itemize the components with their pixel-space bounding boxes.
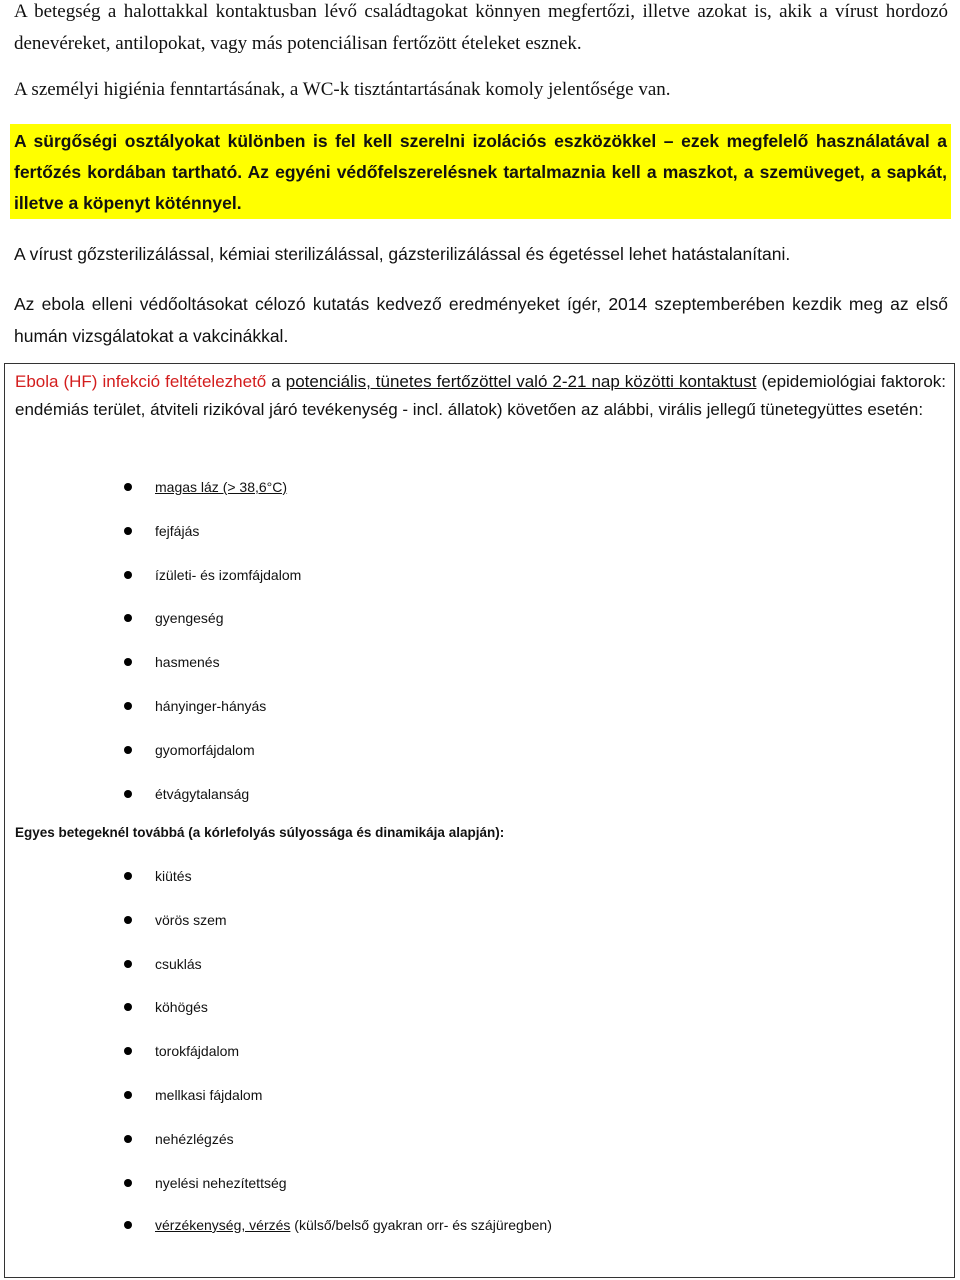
- bullet-icon: [124, 658, 132, 666]
- list-item-label: köhögés: [155, 999, 208, 1016]
- list-item-label: fejfájás: [155, 522, 200, 539]
- paragraph-sterilization: A vírust gőzsterilizálással, kémiai sterilizálással, gázsterilizálással és égetéssel lehet hatástalanítani.: [14, 244, 791, 264]
- list-item-label: gyengeség: [155, 610, 224, 627]
- paragraph-vaccine: Az ebola elleni védőoltásokat célozó kutatás kedvező eredményeket ígér, 2014 szeptemberében kezdik meg az első humán vizsgálatokat a vakcinákkal.: [14, 294, 948, 346]
- list-item: [155, 608, 224, 628]
- list-item: [155, 477, 287, 497]
- list-item-label: magas láz (> 38,6°C): [155, 479, 288, 495]
- list-item: [155, 696, 266, 716]
- list-item-label: mellkasi fájdalom: [155, 1087, 263, 1103]
- case-definition-contact: potenciális, tünetes fertőzöttel való 2-21 nap közötti kontaktust: [285, 372, 757, 391]
- bullet-icon: [124, 614, 132, 622]
- list-item: [155, 866, 192, 886]
- bullet-icon: [124, 872, 132, 880]
- bleeding-label: vérzékenység, vérzés: [155, 1217, 291, 1233]
- list-item-label: étvágytalanság: [155, 785, 250, 802]
- list-item: [155, 997, 208, 1017]
- bullet-icon: [124, 1179, 132, 1187]
- list-item-label: csuklás: [155, 955, 202, 972]
- bullet-icon: [124, 527, 132, 535]
- bullet-icon: [124, 1003, 132, 1011]
- case-definition-a: a: [271, 372, 281, 391]
- bleeding-detail: (külső/belső gyakran orr- és szájüregben): [290, 1217, 552, 1233]
- bullet-icon: [124, 790, 132, 798]
- bullet-icon: [124, 1221, 132, 1229]
- bullet-icon: [124, 483, 132, 491]
- case-definition-text: [15, 368, 946, 424]
- list-item: [155, 954, 202, 974]
- bullet-icon: [124, 746, 132, 754]
- case-definition-box: [4, 363, 955, 1278]
- list-item-label: gyomorfájdalom: [155, 741, 255, 758]
- paragraph-hygiene: A személyi higiénia fenntartásának, a WC-k tisztántartásának komoly jelentősége van.: [14, 79, 671, 100]
- list-item: [155, 1129, 234, 1149]
- bullet-icon: [124, 916, 132, 924]
- bullet-icon: [124, 1135, 132, 1143]
- list-item-bleeding: [155, 1215, 552, 1235]
- paragraph-transmission: A betegség a halottakkal kontaktusban lévő családtagokat könnyen megfertőzi, illetve azokat is, akik a vírust hordozó denevéreket, antilopokat, vagy más potenciálisan fertőzött ételeket esznek.: [14, 1, 948, 54]
- list-item: [155, 652, 220, 672]
- list-item-label: kiütés: [155, 868, 192, 884]
- list-item-label: torokfájdalom: [155, 1043, 240, 1060]
- list-item-label: vörös szem: [155, 911, 227, 928]
- list-item: [155, 1085, 262, 1105]
- bullet-icon: [124, 1091, 132, 1099]
- list-item: [155, 784, 249, 804]
- list-item: [155, 565, 301, 585]
- case-definition-rest: (epidemiológiai faktorok: endémiás terület, átviteli rizikóval járó tevékenység - incl. állatok) követően az alábbi, virális jellegű tünetegyüttes esetén:: [15, 372, 946, 419]
- highlighted-paragraph-isolation: A sürgőségi osztályokat különben is fel kell szerelni izolációs eszközökkel – ezek megfelelő használatával a fertőzés kordában tartható. Az egyéni védőfelszerelésnek tartalmaznia kell a maszkot, a szemüveget, a sapkát, illetve a köpenyt köténnyel.: [10, 124, 951, 219]
- bullet-icon: [124, 702, 132, 710]
- bullet-icon: [124, 571, 132, 579]
- list-item: [155, 740, 255, 760]
- case-definition-title: Ebola (HF) infekció feltételezhető: [15, 372, 267, 391]
- list-item: [155, 910, 227, 930]
- list-item: [155, 1041, 239, 1061]
- bullet-icon: [124, 1047, 132, 1055]
- list-item: [155, 521, 199, 541]
- list-item-label: nyelési nehezítettség: [155, 1174, 287, 1191]
- subheading-additional-symptoms: Egyes betegeknél továbbá (a kórlefolyás súlyossága és dinamikája alapján):: [15, 825, 505, 840]
- list-item-label: hányinger-hányás: [155, 698, 267, 714]
- bullet-icon: [124, 960, 132, 968]
- list-item-label: nehézlégzés: [155, 1130, 234, 1147]
- list-item-label: ízületi- és izomfájdalom: [155, 566, 302, 583]
- list-item: [155, 1173, 287, 1193]
- list-item-label: hasmenés: [155, 654, 220, 671]
